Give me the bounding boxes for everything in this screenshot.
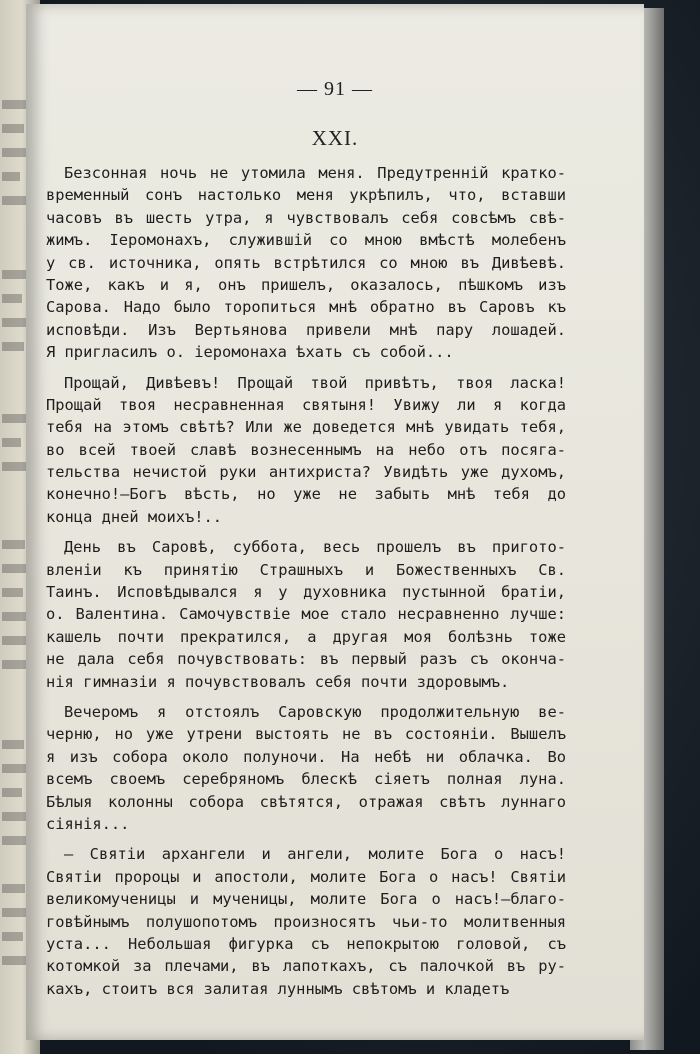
text-line: Таинъ. Исповѣдывался я у духовника пустынной братіи, xyxy=(46,583,566,602)
text-line: Я пригласилъ о. іеромонаха ѣхать съ собой... xyxy=(46,343,454,362)
text-line: Тоже, какъ и я, онъ пришелъ, оказалось, пѣшкомъ изъ xyxy=(46,275,566,294)
text-line: нія гимназіи я почувствовалъ себя почти здоровымъ. xyxy=(46,672,510,691)
facing-page-text-fragment xyxy=(2,414,27,423)
text-line: у св. источника, опять встрѣтился со мною въ Дивѣевѣ. xyxy=(46,253,566,272)
facing-page-text-fragment xyxy=(2,318,29,327)
text-line: Бѣлыя колонны собора свѣтятся, отражая свѣтъ луннаго xyxy=(46,792,566,811)
paragraph-gap xyxy=(46,693,566,701)
text-line: котомкой за плечами, въ лапоткахъ, съ палочкой въ ру- xyxy=(46,957,566,976)
text-line: исповѣди. Изъ Вертьянова привели мнѣ пару лошадей. xyxy=(46,320,566,339)
facing-page-text-fragment xyxy=(2,588,23,597)
text-line: говѣйнымъ полушопотомъ произносятъ чьи-то молитвенныя xyxy=(46,912,566,931)
text-line: черню, но уже утрени выстоять не въ состояніи. Вышелъ xyxy=(46,725,566,744)
facing-page-text-fragment xyxy=(2,908,28,917)
text-line: уста... Небольшая фигурка съ непокрытою головой, съ xyxy=(46,934,566,953)
paragraph-gap xyxy=(46,835,566,843)
text-line: кашель почти прекратился, а другая моя болѣзнь тоже xyxy=(46,627,566,646)
text-line: — Святіи архангели и ангели, молите Бога о насъ! xyxy=(64,845,566,864)
facing-page-text-fragment xyxy=(2,636,26,645)
facing-page-text-fragment xyxy=(2,612,28,621)
facing-page-text-fragment xyxy=(2,124,24,133)
text-line: тельства нечистой руки антихриста? Увидѣть уже духомъ, xyxy=(46,463,566,482)
text-line: конца дней моихъ!.. xyxy=(46,507,223,526)
paragraph xyxy=(46,536,566,693)
facing-page-text-fragment xyxy=(2,342,24,351)
paragraph-gap xyxy=(46,364,566,372)
facing-page-text-fragment xyxy=(2,564,29,573)
text-line: великомученицы и мученицы, молите Бога о насъ!—благо- xyxy=(46,890,566,909)
text-line: Прощай твоя несравненная святыня! Увижу ли я когда xyxy=(46,395,566,414)
facing-page-text-fragment xyxy=(2,884,25,893)
facing-page-text-fragment xyxy=(2,956,29,965)
text-line: вленіи къ принятію Страшныхъ и Божественныхъ Св. xyxy=(46,560,566,579)
text-line: Вечеромъ я отстоялъ Саровскую продолжительную ве- xyxy=(64,702,566,721)
text-line: о. Валентина. Самочувствіе мое стало несравненно лучше: xyxy=(46,605,566,624)
paragraph-gap xyxy=(46,528,566,536)
text-line: конечно!—Богъ вѣсть, но уже не забыть мнѣ тебя до xyxy=(46,485,566,504)
text-line: Безсонная ночь не утомила меня. Предутренній кратко- xyxy=(64,164,566,182)
facing-page-text-fragment xyxy=(2,764,29,773)
text-line: жимъ. Іеромонахъ, служившій со мною вмѣстѣ молебенъ xyxy=(46,231,566,250)
facing-page-text-fragment xyxy=(2,172,20,181)
paragraph xyxy=(46,372,566,529)
facing-page-text-fragment xyxy=(2,270,26,279)
text-line: День въ Саровѣ, суббота, весь прошелъ въ пригото- xyxy=(64,538,566,557)
text-line: во всей твоей славѣ вознесеннымъ на небо отъ посяга- xyxy=(46,440,566,459)
text-line: часовъ въ шесть утра, я чувствовалъ себя совсѣмъ свѣ- xyxy=(46,208,566,227)
facing-page-text-fragment xyxy=(2,294,22,303)
paragraph xyxy=(46,701,566,835)
text-line: всемъ своемъ серебряномъ блескѣ сіяетъ полная луна. xyxy=(46,770,566,789)
facing-page-text-fragment xyxy=(2,740,24,749)
facing-page-text-fragment xyxy=(2,788,22,797)
facing-page-text-fragment xyxy=(2,540,25,549)
text-line: Сарова. Надо было торопиться мнѣ обратно въ Саровъ къ xyxy=(46,298,566,317)
body-text xyxy=(46,162,566,1000)
text-line: тебя на этомъ свѣтѣ? Или же доведется мнѣ увидать тебя, xyxy=(46,418,566,437)
facing-page-text-fragment xyxy=(2,148,28,157)
text-line: не дала себя почувствовать: въ первый разъ съ оконча- xyxy=(46,650,566,669)
text-line: я изъ собора около полуночи. На небѣ ни облачка. Во xyxy=(46,747,566,766)
page-number: — 91 — xyxy=(297,78,373,100)
text-line: временный сонъ настолько меня укрѣпилъ, что, вставши xyxy=(46,186,566,205)
text-line: сіянія... xyxy=(46,814,130,833)
facing-page-text-fragment xyxy=(2,932,23,941)
chapter-title: XXI. xyxy=(311,126,359,150)
book-page xyxy=(26,4,644,1040)
text-line: Святіи пророцы и апостоли, молите Бога о насъ! Святіи xyxy=(46,867,566,886)
paragraph xyxy=(46,162,566,364)
facing-page-text-fragment xyxy=(2,812,27,821)
text-line: кахъ, стоитъ вся залитая луннымъ свѣтомъ и кладетъ xyxy=(46,979,510,998)
text-line: Прощай, Дивѣевъ! Прощай твой привѣтъ, твоя ласка! xyxy=(64,373,566,392)
paragraph xyxy=(46,843,566,1000)
facing-page-text-fragment xyxy=(2,438,21,447)
